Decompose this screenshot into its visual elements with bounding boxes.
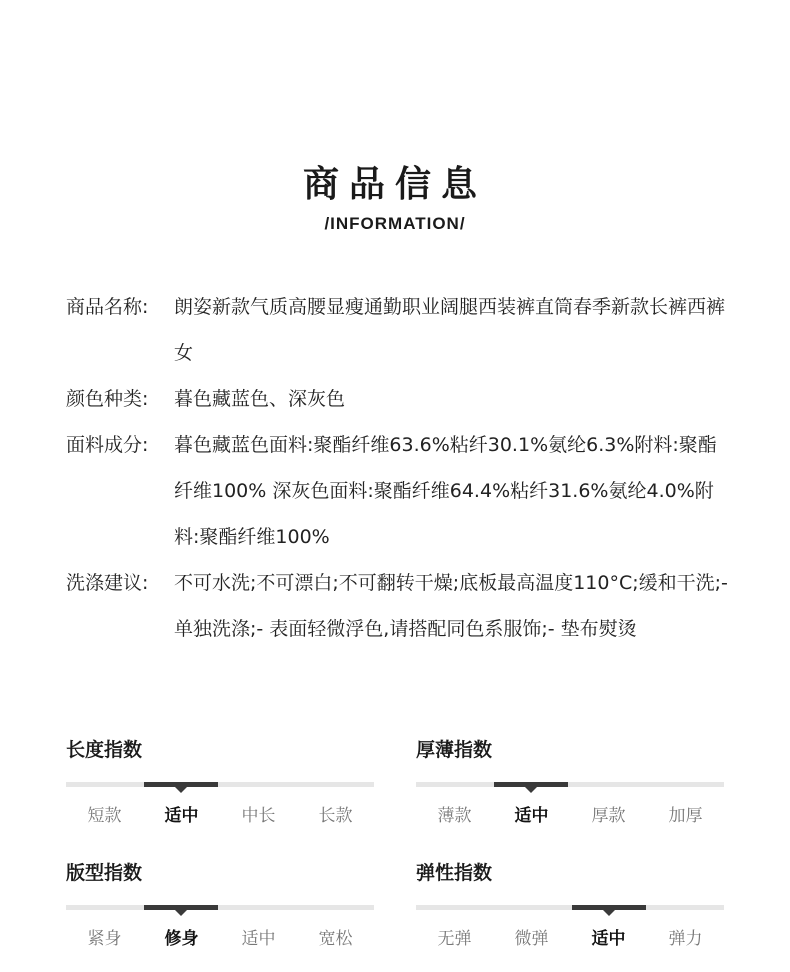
index-option: 厚款 [591, 806, 626, 826]
index-segment [66, 905, 140, 910]
index-segment [222, 905, 296, 910]
index-bar [66, 782, 374, 787]
info-value: 不可水洗;不可漂白;不可翻转干燥;底板最高温度110°C;缓和干洗;- 单独洗涤;- 表面轻微浮色,请搭配同色系服饰;- 垫布熨烫 [174, 572, 728, 640]
info-row-product-name [66, 284, 734, 376]
info-label: 面料成分: [66, 434, 149, 456]
index-option: 适中 [591, 929, 626, 949]
index-option: 短款 [87, 806, 122, 826]
index-option: 薄款 [437, 806, 472, 826]
index-segment [494, 905, 568, 910]
index-title: 厚薄指数 [416, 739, 493, 761]
index-length [66, 735, 374, 826]
info-row-fabric [66, 422, 734, 560]
index-fit [66, 858, 374, 949]
index-option: 加厚 [668, 806, 703, 826]
index-segment [300, 905, 374, 910]
index-segment [572, 782, 646, 787]
index-segment [222, 782, 296, 787]
index-bar [66, 905, 374, 910]
index-segment [300, 782, 374, 787]
index-segment [416, 782, 490, 787]
index-bar [416, 905, 724, 910]
info-value: 暮色藏蓝色、深灰色 [174, 388, 346, 410]
info-row-colors [66, 376, 734, 422]
index-option: 微弹 [514, 929, 549, 949]
index-segment [494, 782, 568, 787]
index-segment [650, 782, 724, 787]
page-subtitle: /INFORMATION/ [324, 214, 466, 233]
info-value: 暮色藏蓝色面料:聚酯纤维63.6%粘纤30.1%氨纶6.3%附料:聚酯纤维100% 深灰色面料:聚酯纤维64.4%粘纤31.6%氨纶4.0%附料:聚酯纤维100% [174, 434, 717, 548]
index-title: 版型指数 [66, 862, 143, 884]
index-segment [416, 905, 490, 910]
index-option: 紧身 [87, 929, 122, 949]
index-bar [416, 782, 724, 787]
index-title: 长度指数 [66, 739, 143, 761]
index-segment [144, 905, 218, 910]
index-elasticity [416, 858, 724, 949]
info-value: 朗姿新款气质高腰显瘦通勤职业阔腿西装裤直筒春季新款长裤西裤女 [174, 296, 726, 364]
index-option: 适中 [241, 929, 276, 949]
index-option: 修身 [164, 929, 199, 949]
index-option: 无弹 [437, 929, 472, 949]
info-label: 商品名称: [66, 296, 149, 318]
index-option: 适中 [164, 806, 199, 826]
index-option: 中长 [241, 806, 276, 826]
info-label: 洗涤建议: [66, 572, 149, 594]
index-segment [66, 782, 140, 787]
index-thickness [416, 735, 724, 826]
index-option: 适中 [514, 806, 549, 826]
index-segment [650, 905, 724, 910]
index-segment [144, 782, 218, 787]
info-label: 颜色种类: [66, 388, 149, 410]
index-option: 宽松 [318, 929, 353, 949]
product-info [66, 284, 734, 652]
page-title: 商品信息 [302, 164, 487, 205]
index-option: 弹力 [668, 929, 703, 949]
index-segment [572, 905, 646, 910]
index-title: 弹性指数 [416, 862, 493, 884]
info-row-wash [66, 560, 734, 652]
index-option: 长款 [318, 806, 353, 826]
